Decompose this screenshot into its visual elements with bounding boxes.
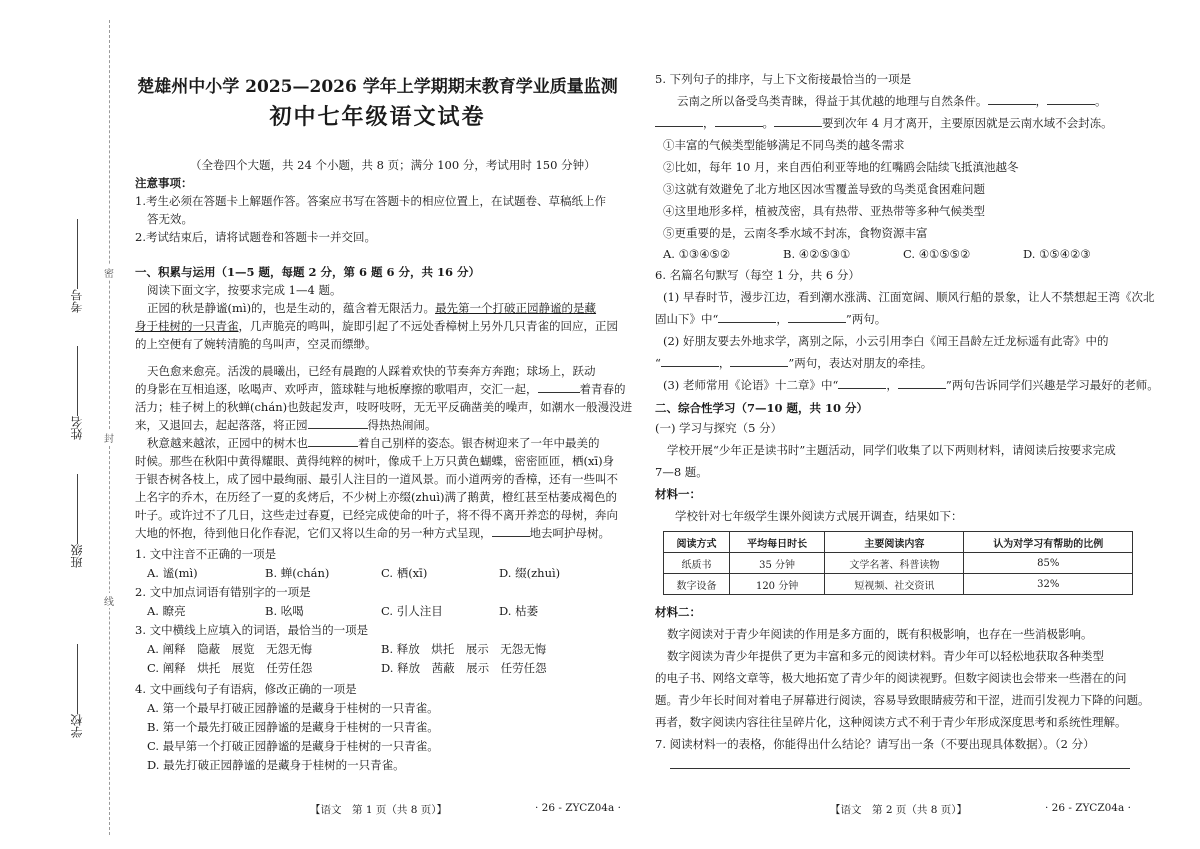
table-cell: 35 分钟 [729,553,824,574]
exam-title: 楚雄州中小学 2025—2026 学年上学期期末教育学业质量监测 [137,77,618,97]
material-2-line: 的电子书、网络文章等，极大地拓宽了青少年的阅读视野。但数字阅读也会带来一些潜在的问 [655,671,1127,685]
section-2-intro-cont: 7—8 题。 [655,465,708,479]
name-line [77,346,78,416]
fill-blank[interactable] [308,416,368,429]
answer-line[interactable] [670,768,1130,769]
passage-line [147,434,600,452]
cut-mark-feng: 封 [103,430,115,445]
material-2-line: 再者，数字阅读内容往往呈碎片化，这种阅读方式不利于青少年形成深度思考和系统性理解。 [655,715,1127,729]
passage-text: 地去呵护母树。 [529,526,610,540]
note-1: 1.考生必须在答题卡上解题作答。答案应书写在答题卡的相应位置上，在试题卷、草稿纸上作 [135,194,606,208]
class-label: 班级 [70,544,84,568]
q4-option-a[interactable]: A. 第一个最早打破正园静谧的是藏身于桂树的一只青雀。 [147,701,439,715]
q5-sentence-2: ②比如，每年 10 月，来自西伯利亚等地的红嘴鸥会陆续飞抵滇池越冬 [663,160,1019,174]
fill-blank[interactable] [538,380,580,393]
q5-option-b[interactable]: B. ④②⑤③① [783,247,851,261]
cut-mark-xian: 线 [103,593,115,608]
q5-sentence-5: ⑤更重要的是，云南冬季水域不封冻，食物资源丰富 [663,226,928,240]
fill-blank[interactable] [1047,92,1095,105]
passage-text: 着青春的 [579,382,626,396]
material-1-desc: 学校针对七年级学生课外阅读方式展开调查，结果如下： [675,509,963,523]
table-cell: 纸质书 [664,553,730,574]
table-header: 主要阅读内容 [825,532,964,553]
table-cell: 32% [964,574,1133,595]
passage-line: 时候。那些在秋阳中黄得耀眼、黄得纯粹的树叶，像成千上万只黄色蝴蝶，密密匝匝，栖(xī)身 [135,454,615,468]
survey-table [663,531,1133,595]
section-1-intro: 阅读下面文字，按要求完成 1—4 题。 [147,283,342,297]
exam-number-field [68,215,86,313]
table-cell: 短视频、社交资讯 [825,574,964,595]
question-4-stem: 4. 文中画线句子有语病，修改正确的一项是 [135,682,357,696]
passage-text: 秋意越来越浓，正园中的树木也 [147,436,308,450]
note-1-cont: 答无效。 [147,212,193,226]
fill-blank[interactable] [718,310,776,323]
fill-blank[interactable] [308,434,358,447]
q2-option-c[interactable]: C. 引人注目 [381,604,443,618]
q2-option-d[interactable]: D. 枯萎 [499,604,539,618]
class-line [77,474,78,544]
passage-line: 天色愈来愈亮。活泼的晨曦出，已经有晨跑的人踩着欢快的节奏奔方奔跑；球场上，跃动 [147,364,596,378]
passage-line [147,299,596,317]
fill-blank[interactable] [788,310,846,323]
material-2-line: 题。青少年长时间对着电子屏幕进行阅读，容易导致眼睛疲劳和干涩，进而引发视力下降的问题。 [655,693,1150,707]
paper-title: 初中七年级语文试卷 [269,104,486,130]
q4-option-b[interactable]: B. 第一个最先打破正园静谧的是藏身于桂树的一只青雀。 [147,720,439,734]
q3-option-c[interactable]: C. 阐释 烘托 展览 任劳任怨 [147,661,313,675]
passage-text: ，几声脆亮的鸣叫，旋即引起了不远处香樟树上另外几只青雀的回应，正园 [238,319,618,333]
table-row [664,574,1133,595]
q6-item-1-cont: 固山下》中“ ， ”两句。 [655,312,887,326]
note-2: 2.考试结束后，请将试题卷和答题卡一并交回。 [135,230,376,244]
passage-text: 的身影在互相追逐，吆喝声、欢呼声，篮球鞋与地板摩擦的歌唱声，交汇一起， [135,382,538,396]
q5-sentence-3: ③这就有效避免了北方地区因冰雪覆盖导致的鸟类觅食困难问题 [663,182,985,196]
underlined-sentence: 身于桂树的一只青雀 [135,319,239,333]
passage-text: 来，又退回去，起起落落，将正园 [135,418,308,432]
fill-blank[interactable] [730,354,788,367]
passage-line [135,524,610,542]
question-1-stem: 1. 文中注音不正确的一项是 [135,547,277,561]
table-header-row [664,532,1133,553]
q5-sentence-1: ①丰富的气候类型能够满足不同鸟类的越冬需求 [663,138,905,152]
notes-heading: 注意事项： [135,176,193,190]
q4-option-d[interactable]: D. 最先打破正园静谧的是藏身于桂树的一只青雀。 [147,758,405,772]
school-line [77,644,78,714]
question-7-stem: 7. 阅读材料一的表格，你能得出什么结论？请写出一条（不要出现具体数据）。（2 分） [655,737,1095,751]
table-header: 平均每日时长 [729,532,824,553]
q2-option-b[interactable]: B. 吆喝 [265,604,304,618]
fill-blank[interactable] [838,376,886,389]
material-2-label: 材料二： [655,605,701,619]
binding-line [109,20,110,835]
passage-line: 活力；桂子树上的秋蝉(chán)也鼓起发声，吱呀吱呀，无无平反确凿美的噪声，如潮水一般漫没进 [135,400,633,414]
page-footer: 【语文 第 1 页（共 8 页）】 [310,804,447,816]
passage-text: 着自己别样的姿态。银杏树迎来了一年中最美的 [358,436,600,450]
passage-text: 正园的秋是静谧(mì)的，也是生动的，蕴含着无限活力。 [147,301,436,315]
question-2-stem: 2. 文中加点词语有错别字的一项是 [135,585,311,599]
q5-sentence-4: ④这里地形多样，植被茂密，具有热带、亚热带等多种气候类型 [663,204,985,218]
name-label: 姓名 [70,416,84,440]
question-6-stem: 6. 名篇名句默写（每空 1 分，共 6 分） [655,268,860,282]
paper-code: · 26 - ZYCZ04a · [1045,802,1131,814]
q6-item-1: (1) 早春时节，漫步江边，看到潮水涨满、江面宽阔、顺风行船的景象，让人不禁想起王湾《次北 [663,290,1155,304]
q3-option-a[interactable]: A. 阐释 隐蔽 展览 无怨无悔 [147,642,313,656]
paper-code: · 26 - ZYCZ04a · [535,802,621,814]
fill-blank[interactable] [898,376,946,389]
q3-option-b[interactable]: B. 释放 烘托 展示 无怨无悔 [381,642,547,656]
exam-number-line [77,219,78,289]
page-footer: 【语文 第 2 页（共 8 页）】 [830,804,967,816]
q6-item-2: (2) 好朋友要去外地求学，离别之际，小云引用李白《闻王昌龄左迁龙标遥有此寄》中的 [663,334,1109,348]
material-1-label: 材料一： [655,487,701,501]
table-cell: 85% [964,553,1133,574]
school-label: 学校 [70,714,84,738]
fill-blank[interactable] [492,524,530,537]
table-row [664,553,1133,574]
section-2-title: 二、综合性学习（7—10 题，共 10 分） [655,401,869,415]
table-cell: 120 分钟 [729,574,824,595]
material-2-line: 数字阅读为青少年提供了更为丰富和多元的阅读材料。青少年可以轻松地获取各种类型 [667,649,1104,663]
passage-line: 上名字的乔木，在历经了一夏的炙烤后，不少树上亦缀(zhuì)满了鹅黄，橙红甚至枯萎成褐色的 [135,490,618,504]
underlined-sentence: 最先第一个打破正园静谧的是藏 [435,301,597,315]
school-field [68,640,86,738]
class-field [68,470,86,568]
passage-text: 大地的怀抱，待到他日化作春泥，它们又将以生命的另一种方式呈现， [135,526,492,540]
q2-option-a[interactable]: A. 瞭亮 [147,604,186,618]
q6-item-2-cont: “ ， ”两句，表达对朋友的牵挂。 [655,356,933,370]
section-1-title: 一、积累与运用（1—5 题，每题 2 分，第 6 题 6 分，共 16 分） [135,265,481,279]
name-field [68,342,86,440]
q5-option-d[interactable]: D. ①⑤④②③ [1023,247,1091,261]
question-5-stem: 5. 下列句子的排序，与上下文衔接最恰当的一项是 [655,72,912,86]
passage-line: 于银杏树各枝上，成了园中最绚丽、最引人注目的一道风景。而小道两旁的香樟，还有一些叫不 [135,472,618,486]
q1-option-d[interactable]: D. 缀(zhuì) [499,566,561,580]
passage-line: 叶子。或许过不了几日，这些走过春夏，已经完成使命的叶子，将不得不离开养恋的母树，奔向 [135,508,618,522]
cut-mark-mi: 密 [103,265,115,280]
q5-context: ， 。 要到次年 4 月才离开，主要原因就是云南水域不会封冻。 [655,114,1113,132]
q4-option-c[interactable]: C. 最早第一个打破正园静谧的是藏身于桂树的一只青雀。 [147,739,439,753]
question-3-stem: 3. 文中横线上应填入的词语，最恰当的一项是 [135,623,369,637]
table-cell: 数字设备 [664,574,730,595]
passage-line: 的上空便有了婉转清脆的鸟叫声，空灵而缥缈。 [135,337,377,351]
exam-info: （全卷四个大题，共 24 个小题，共 8 页；满分 100 分，考试用时 150 分钟） [190,158,596,172]
table-header: 阅读方式 [664,532,730,553]
subsection-title: (一) 学习与探究（5 分） [655,421,783,435]
fill-blank[interactable] [988,92,1036,105]
table-cell: 文学名著、科普读物 [825,553,964,574]
table-header: 认为对学习有帮助的比例 [964,532,1133,553]
section-2-intro: 学校开展“少年正是读书时”主题活动，同学们收集了以下两则材料，请阅读后按要求完成 [667,443,1116,457]
q5-option-c[interactable]: C. ④①⑤⑤② [903,247,971,261]
q5-context: 云南之所以备受鸟类青睐，得益于其优越的地理与自然条件。 ， 。 [677,94,1107,108]
fill-blank[interactable] [655,114,703,127]
material-2-line: 数字阅读对于青少年阅读的作用是多方面的，既有积极影响，也存在一些消极影响。 [667,627,1093,641]
q1-option-c[interactable]: C. 栖(xī) [381,566,428,580]
q1-option-a[interactable]: A. 谧(mì) [147,566,198,580]
fill-blank[interactable] [661,354,719,367]
exam-number-label: 考号 [70,289,84,313]
passage-line [135,416,437,434]
passage-line [135,317,618,335]
q6-item-3: (3) 老师常用《论语》十二章》中“ ， ”两句告诉同学们兴趣是学习最好的老师。 [663,378,1159,392]
q1-option-b[interactable]: B. 蝉(chán) [265,566,330,580]
q3-option-d[interactable]: D. 释放 茜蔽 展示 任劳任怨 [381,661,547,675]
fill-blank[interactable] [715,114,763,127]
passage-text: 得热热闹闹。 [367,418,437,432]
q5-option-a[interactable]: A. ①③④⑤② [663,247,731,261]
passage-line [135,380,626,398]
fill-blank[interactable] [774,114,822,127]
